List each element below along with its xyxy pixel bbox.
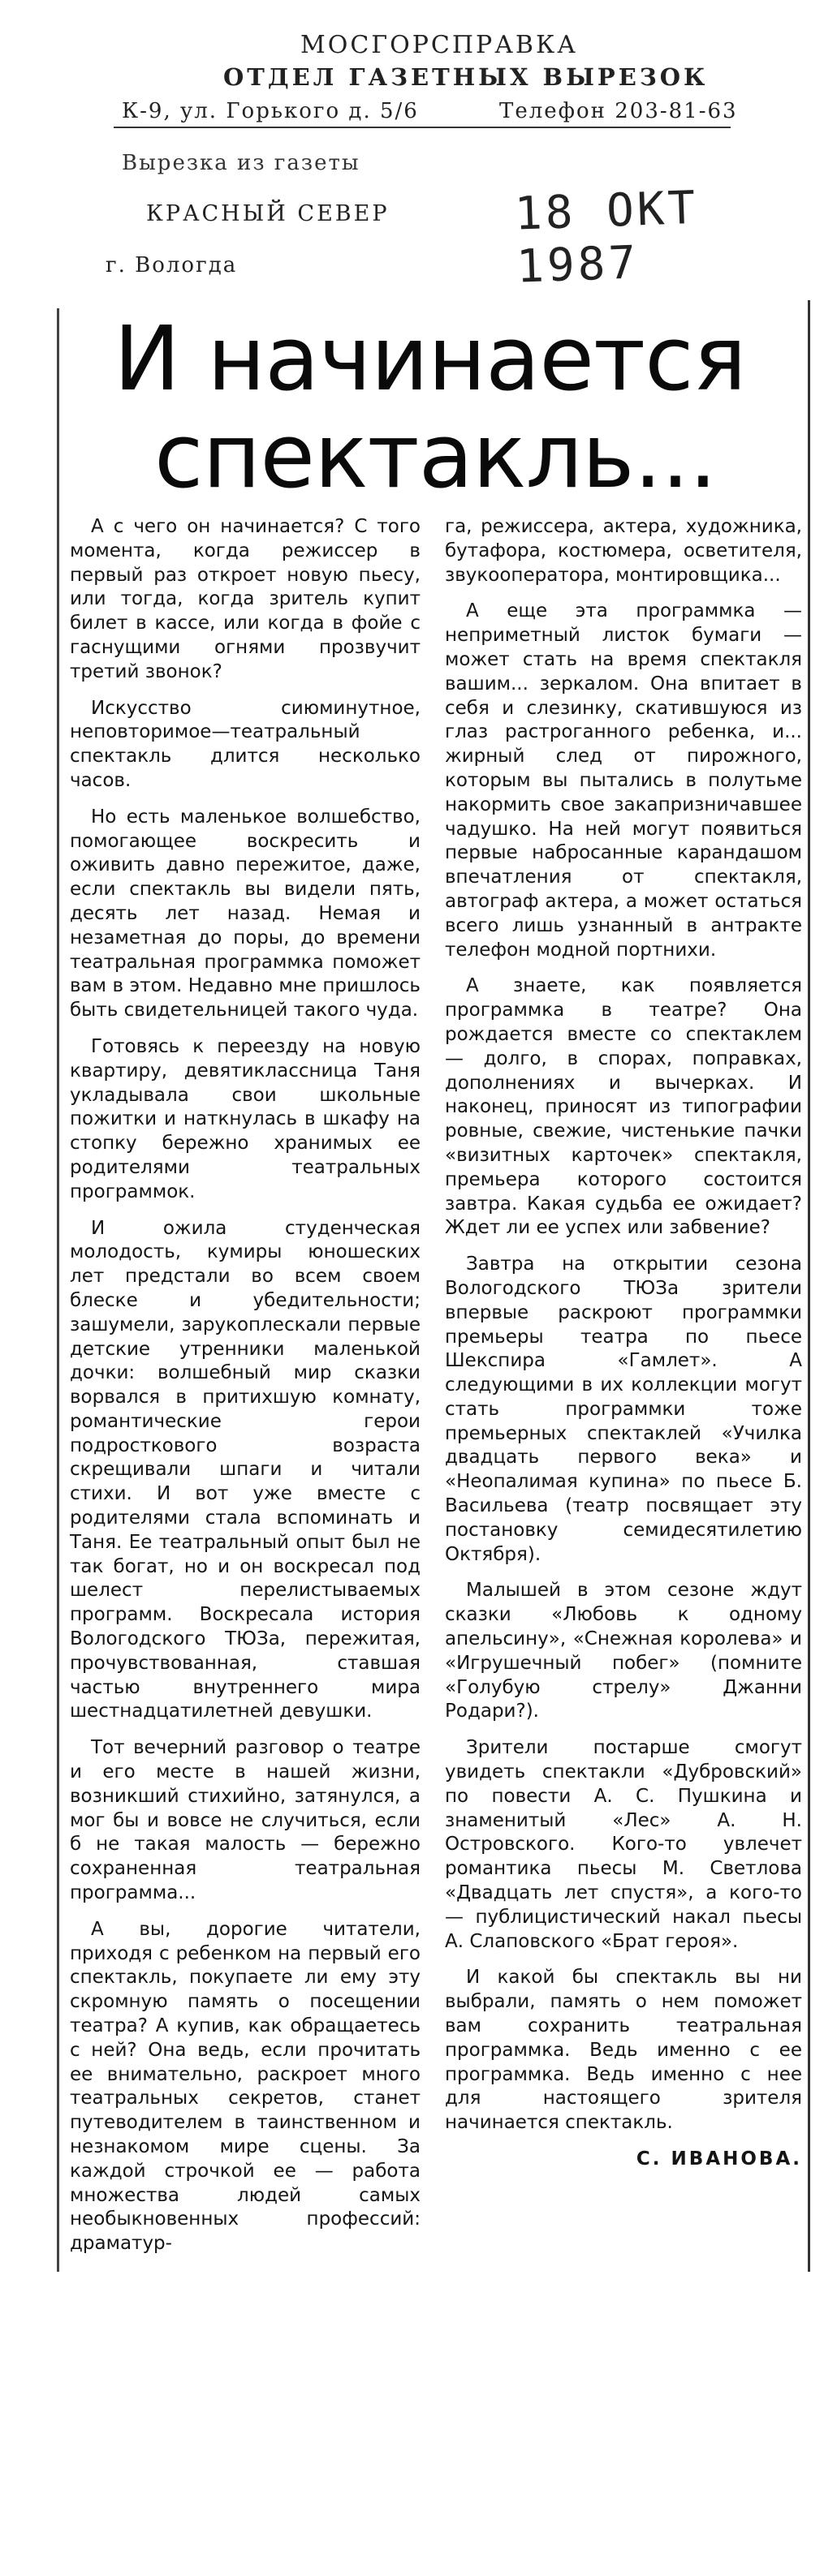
headline-line-1: И начинается xyxy=(114,307,746,411)
paragraph: Но есть маленькое волшебство, помогающее воскресить и оживить давно пережитое, даже, если спектакль вы видели пять, десять лет назад. Немая и незаметная до поры, до времени театральная программка поможет вам в этом. Недавно мне пришлось быть свидетельницей такого чуда. xyxy=(70,806,421,1021)
article-left-column xyxy=(70,515,421,2268)
paragraph: Зрители постарше смогут увидеть спектакли «Дубровский» по повести А. С. Пушкина и знаменитый «Лес» А. Н. Островского. Кого-то увлечет романтика пьесы М. Светлова «Двадцать лет спустя», а кого-то — публицистический накал пьесы А. Слаповского «Брат героя». xyxy=(445,1737,802,1952)
bureau-address: К-9, ул. Горького д. 5/6 xyxy=(122,99,419,123)
author-signature: С. ИВАНОВА. xyxy=(636,2148,802,2170)
paragraph: И ожила студенческая молодость, кумиры юношеских лет предстали во всем своем блеске и убедительности; зашумели, зарукоплескали первые детские утренники маленькой дочки: волшебный мир сказки ворвался в притихшую комнату, романтические герои подросткового возраста скрещивали шпаги и читали стихи. И вот уже вместе с родителями стала вспоминать и Таня. Ее театральный опыт был не так богат, но и он воскресал под шелест перелистываемых программ. Воскресала история Вологодского ТЮЗа, пережитая, прочувствованная, ставшая частью внутреннего мира шестнадцатилетней девушки. xyxy=(70,1217,421,1722)
paragraph-continuation: га, режиссера, актера, художника, бутафора, костюмера, осветителя, звукооператора, монтировщика... xyxy=(445,516,802,586)
article xyxy=(49,292,812,2272)
paragraph: И какой бы спектакль вы ни выбрали, память о нем поможет вам сохранить театральная программка. Ведь именно с ее программка. Ведь именно с нее для настоящего зрителя начинается спектакль. xyxy=(445,1967,802,2134)
paragraph: Искусство сиюминутное, неповторимое—театральный спектакль длится несколько часов. xyxy=(70,697,421,791)
paragraph: А знаете, как появляется программка в театре? Она рождается вместе со спектаклем — долго, в спорах, поправках, дополнениях и вычерках. И наконец, приносят из типографии ровные, свежие, чистенькие пачки «визитных карточек» спектакля, премьера которого состоится завтра. Какая судьба ее ожидает? Ждет ли ее успех или забвение? xyxy=(445,975,802,1239)
stamp-divider xyxy=(114,127,731,128)
paragraph: Завтра на открытии сезона Вологодского ТЮЗа зрители впервые раскроют программки премьеры театра по пьесе Шекспира «Гамлет». А следующими в их коллекции могут стать программки тоже премьерных спектаклей «Училка двадцать первого века» и «Неопалимая купина» по пьесе Б. Васильева (театр посвящает эту постановку семидесятилетию Октября). xyxy=(445,1254,802,1565)
paragraph: А с чего он начинается? С того момента, когда режиссер в первый раз откроет новую пьесу, или тогда, когда зритель купит билет в кассе, или когда в фойе с гаснущими огнями прозвучит третий звонок? xyxy=(70,516,421,682)
newspaper-city: г. Вологда xyxy=(106,253,238,277)
paragraph: А вы, дорогие читатели, приходя с ребенком на первый его спектакль, покупаете ли ему эту скромную память о посещении театра? А купив, как обращаетесь с ней? Она ведь, если прочитать ее внимательно, раскроет много театральных секретов, станет путеводителем в таинственном и незнакомом мире сцены. За каждой строчкой ее — работа множества людей самых необыкновенных профессий: драматур- xyxy=(70,1918,421,2255)
paragraph: Малышей в этом сезоне ждут сказки «Любовь к одному апельсину», «Снежная королева» и «Игрушечный побег» (помните «Голубую стрелу» Джанни Родари?). xyxy=(445,1580,802,1722)
bureau-name: МОСГОРСПРАВКА xyxy=(300,31,578,59)
clipping-bureau-stamp xyxy=(0,0,824,294)
newspaper-name: КРАСНЫЙ СЕВЕР xyxy=(146,201,390,226)
paragraph: А еще эта программка — неприметный листок бумаги — может стать на время спектакля вашим... зеркалом. Она впитает в себя и слезинку, скатившуюся из глаз растроганного ребенка, и... жирный след от пирожного, которым вы пытались в полутьме накормить свое закапризничавшее чадушко. На ней могут появиться первые набросанные карандашом впечатления от спектакля, автограф актера, а может остаться всего лишь узнанный в антракте телефон модной портнихи. xyxy=(445,600,802,961)
paragraph: Готовясь к переезду на новую квартиру, девятиклассница Таня укладывала свои школьные пожитки и наткнулась в шкафу на стопку бережно хранимых ее родителями театральных программок. xyxy=(70,1035,421,1202)
headline-line-2: спектакль... xyxy=(154,404,717,508)
bureau-phone: Телефон 203-81-63 xyxy=(499,99,738,123)
date-stamp: 18 ОКТ 1987 xyxy=(513,181,700,294)
article-right-column xyxy=(445,515,802,2576)
clipping-label: Вырезка из газеты xyxy=(122,151,360,175)
bureau-department: ОТДЕЛ ГАЗЕТНЫХ ВЫРЕЗОК xyxy=(223,63,709,91)
article-headline xyxy=(81,307,796,508)
paragraph: Тот вечерний разговор о театре и его месте в нашей жизни, возникший стихийно, затянулся, а мог бы и вовсе не случиться, если б не такая малость — бережно сохраненная театральная программа... xyxy=(70,1737,421,1904)
